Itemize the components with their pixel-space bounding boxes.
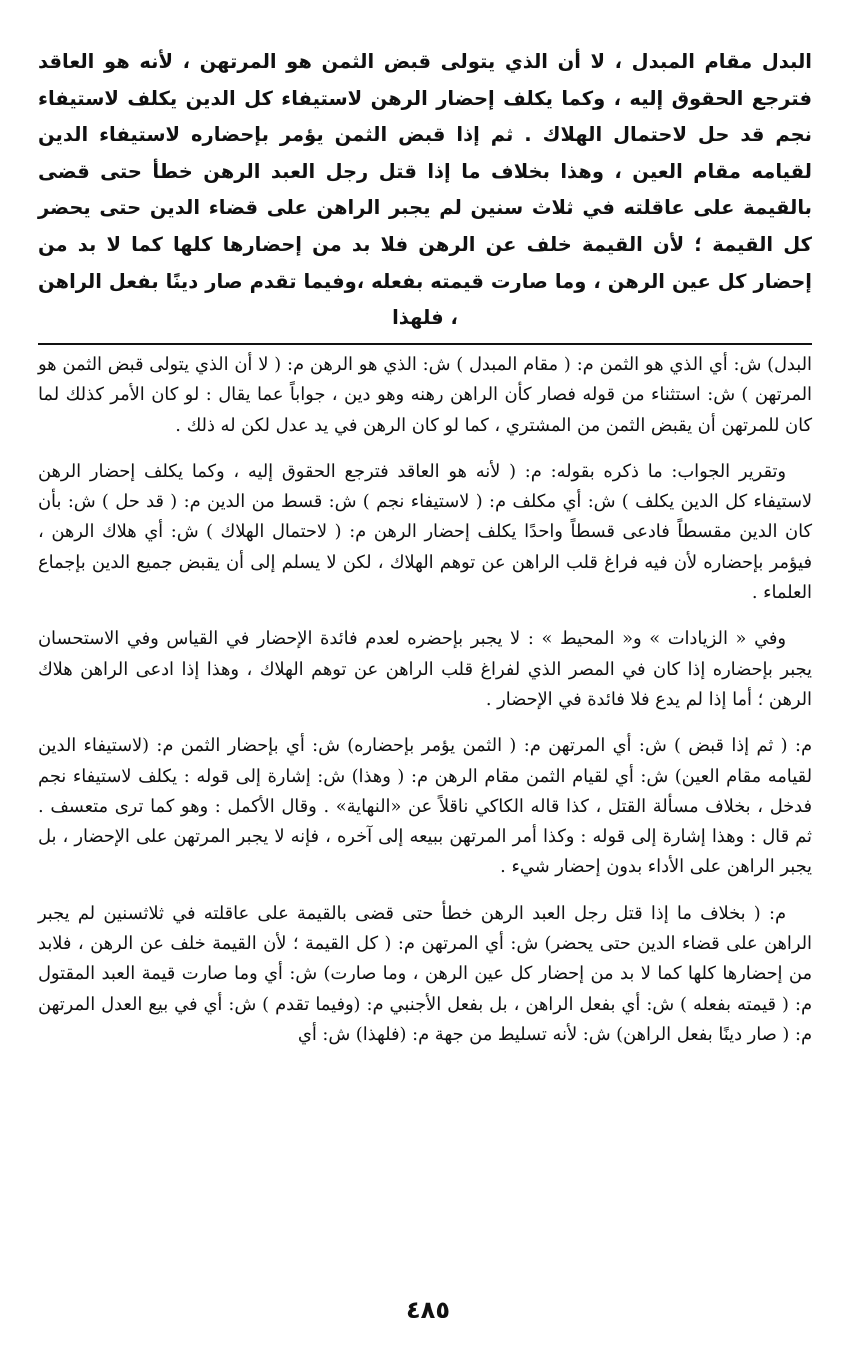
section-divider <box>38 343 812 345</box>
commentary-paragraph-5: م: ( بخلاف ما إذا قتل رجل العبد الرهن خطأ حتى قضى بالقيمة على عاقلته في ثلاثسنين لم يجبر الراهن على قضاء الدين حتى يحضر) ش: أي المرتهن م: ( كل القيمة ؛ لأن القيمة خلف عن الرهن ، فلابد من إحضارها كلها كما لا بد من إحضار كل عين الرهن ، وما صارت) ش: أي وما صارت قيمة العبد المقتول م: ( قيمته بفعله ) ش: أي بفعل الراهن ، بل بفعل الأجنبي م: (وفيما تقدم ) ش: أي في بيع العدل المرتهن م: ( صار دينًا بفعل الراهن) ش: لأنه تسليط من جهة م: (فلهذا) ش: أي <box>38 902 812 1045</box>
commentary-paragraph-4: م: ( ثم إذا قبض ) ش: أي المرتهن م: ( الثمن يؤمر بإحضاره) ش: أي بإحضار الثمن م: (لاستيفاء الدين لقيامه مقام العين) ش: أي لقيام الثمن مقام الرهن م: ( وهذا) ش: إشارة إلى قوله : يكلف لاستيفاء نجم فدخل ، بخلاف مسألة القتل ، كذا قاله الكاكي ناقلاً عن «النهاية» . وقال الأكمل : وهو كما ترى متعسف . ثم قال : وهذا إشارة إلى قوله : وكذا أمر المرتهن ببيعه إلى آخره ، فإنه لا يجبر المرتهن على الإحضار ، بل يجبر الراهن على الأداء بدون إحضار شيء . <box>38 735 812 878</box>
commentary-section <box>38 350 812 1066</box>
page-number: ٤٨٥ <box>406 1296 450 1324</box>
commentary-paragraph-2: وتقرير الجواب: ما ذكره بقوله: م: ( لأنه هو العاقد فترجع الحقوق إليه ، وكما يكلف إحضار الرهن لاستيفاء كل الدين يكلف ) ش: أي مكلف م: ( لاستيفاء نجم ) ش: قسط من الدين م: ( قد حل ) ش: بأن كان الدين مقسطاً فادعى قسطاً واحدًا يكلف إحضار الرهن م: ( لاحتمال الهلاك ) ش: أي هلاك الرهن ، فيؤمر بإحضاره لأن فيه فراغ قلب الراهن عن توهم الهلاك ، لكن لا يسلم إلى أن يقبض جميع الدين بإجماع العلماء . <box>38 460 812 604</box>
commentary-paragraph-1: البدل) ش: أي الذي هو الثمن م: ( مقام المبدل ) ش: الذي هو الرهن م: ( لا أن الذي يتولى قبض الثمن هو المرتهن ) ش: استثناء من قوله فصار كأن الراهن رهنه وهو دين ، جواباً عما يقال : لو كان الأمر كذلك لما كان للمرتهن أن يقبض الثمن من المشتري ، كما لو كان الرهن في يد عدل لكن له ذلك . <box>38 354 812 436</box>
commentary-paragraph-3: وفي « الزيادات » و« المحيط » : لا يجبر بإحضره لعدم فائدة الإحضار في القياس وفي الاستحسان يجبر بإحضاره إذا كان في المصر الذي لفراغ قلب الراهن عن توهم الهلاك ، وهذا إذا ادعى الراهن هلاك الرهن ؛ أما إذا لم يدع فلا فائدة في الإحضار . <box>38 628 812 710</box>
main-text-block: البدل مقام المبدل ، لا أن الذي يتولى قبض الثمن هو المرتهن ، لأنه هو العاقد فترجع الحقوق إليه ، وكما يكلف إحضار الرهن لاستيفاء كل الدين يكلف لاستيفاء نجم قد حل لاحتمال الهلاك . ثم إذا قبض الثمن يؤمر بإحضاره لاستيفاء الدين لقيامه مقام العين ، وهذا بخلاف ما إذا قتل رجل العبد الرهن خطأ حتى قضى بالقيمة على عاقلته في ثلاث سنين لم يجبر الراهن على قضاء الدين حتى يحضر كل القيمة ؛ لأن القيمة خلف عن الرهن فلا بد من إحضارها كلها كما لا بد من إحضار كل عين الرهن ، وما صارت قيمته بفعله ،وفيما تقدم صار دينًا بفعل الراهن ، فلهذا <box>38 50 812 330</box>
